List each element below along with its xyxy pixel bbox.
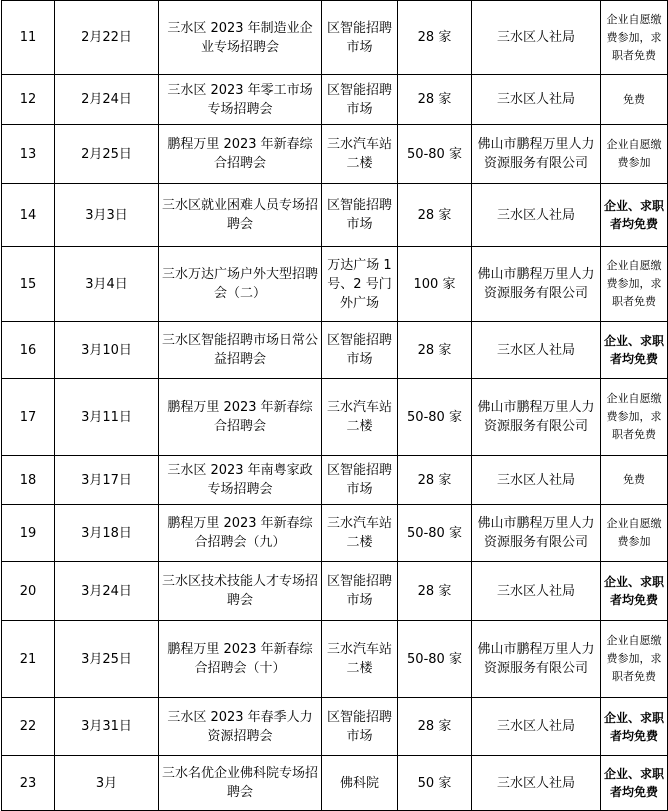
organizer: 三水区人社局 (472, 1, 601, 75)
row-number: 20 (2, 562, 55, 621)
row-number: 21 (2, 621, 55, 698)
event-date: 2月25日 (55, 125, 159, 184)
table-row (2, 698, 668, 756)
event-date: 3月24日 (55, 562, 159, 621)
fee-policy: 免费 (601, 75, 668, 125)
organizer: 佛山市鹏程万里人力资源服务有限公司 (472, 621, 601, 698)
row-number: 19 (2, 505, 55, 562)
fee-policy: 企业自愿缴费参加 (601, 505, 668, 562)
table-row (2, 456, 668, 505)
row-number: 14 (2, 184, 55, 247)
organizer: 佛山市鹏程万里人力资源服务有限公司 (472, 505, 601, 562)
organizer: 三水区人社局 (472, 562, 601, 621)
company-count: 28 家 (398, 456, 472, 505)
fee-policy: 企业自愿缴费参加，求职者免费 (601, 379, 668, 456)
row-number: 17 (2, 379, 55, 456)
organizer: 佛山市鹏程万里人力资源服务有限公司 (472, 379, 601, 456)
event-name: 三水区智能招聘市场日常公益招聘会 (159, 322, 322, 379)
event-date: 3月10日 (55, 322, 159, 379)
company-count: 100 家 (398, 247, 472, 322)
fee-policy: 企业、求职者均免费 (601, 184, 668, 247)
event-venue: 佛科院 (322, 756, 398, 811)
event-venue: 三水汽车站二楼 (322, 125, 398, 184)
row-number: 12 (2, 75, 55, 125)
event-date: 2月24日 (55, 75, 159, 125)
table-row (2, 379, 668, 456)
event-name: 三水区 2023 年南粤家政专场招聘会 (159, 456, 322, 505)
company-count: 50-80 家 (398, 125, 472, 184)
event-venue: 区智能招聘市场 (322, 698, 398, 756)
company-count: 50-80 家 (398, 621, 472, 698)
event-name: 三水区 2023 年零工市场专场招聘会 (159, 75, 322, 125)
fee-policy: 企业、求职者均免费 (601, 698, 668, 756)
event-venue: 三水汽车站二楼 (322, 505, 398, 562)
event-name: 三水名优企业佛科院专场招聘会 (159, 756, 322, 811)
fee-policy: 免费 (601, 456, 668, 505)
table-row (2, 562, 668, 621)
event-name: 鹏程万里 2023 年新春综合招聘会 (159, 125, 322, 184)
job-fair-schedule-table (1, 0, 668, 811)
organizer: 佛山市鹏程万里人力资源服务有限公司 (472, 247, 601, 322)
fee-policy: 企业自愿缴费参加，求职者免费 (601, 247, 668, 322)
event-date: 3月3日 (55, 184, 159, 247)
fee-policy: 企业、求职者均免费 (601, 562, 668, 621)
row-number: 18 (2, 456, 55, 505)
table-row (2, 505, 668, 562)
event-venue: 三水汽车站二楼 (322, 379, 398, 456)
event-venue: 区智能招聘市场 (322, 184, 398, 247)
event-date: 3月4日 (55, 247, 159, 322)
event-date: 3月 (55, 756, 159, 811)
event-name: 三水区就业困难人员专场招聘会 (159, 184, 322, 247)
organizer: 三水区人社局 (472, 456, 601, 505)
row-number: 13 (2, 125, 55, 184)
event-date: 3月25日 (55, 621, 159, 698)
company-count: 28 家 (398, 184, 472, 247)
company-count: 28 家 (398, 562, 472, 621)
organizer: 三水区人社局 (472, 184, 601, 247)
event-date: 3月31日 (55, 698, 159, 756)
fee-policy: 企业自愿缴费参加 (601, 125, 668, 184)
event-date: 3月18日 (55, 505, 159, 562)
event-venue: 区智能招聘市场 (322, 456, 398, 505)
event-venue: 区智能招聘市场 (322, 562, 398, 621)
event-name: 三水区 2023 年制造业企业专场招聘会 (159, 1, 322, 75)
event-venue: 区智能招聘市场 (322, 75, 398, 125)
fee-policy: 企业、求职者均免费 (601, 322, 668, 379)
table-row (2, 621, 668, 698)
company-count: 28 家 (398, 698, 472, 756)
company-count: 28 家 (398, 75, 472, 125)
fee-policy: 企业自愿缴费参加，求职者免费 (601, 1, 668, 75)
table-row (2, 322, 668, 379)
event-name: 三水区技术技能人才专场招聘会 (159, 562, 322, 621)
event-venue: 三水汽车站二楼 (322, 621, 398, 698)
company-count: 50-80 家 (398, 379, 472, 456)
organizer: 三水区人社局 (472, 698, 601, 756)
company-count: 28 家 (398, 1, 472, 75)
company-count: 28 家 (398, 322, 472, 379)
row-number: 23 (2, 756, 55, 811)
organizer: 三水区人社局 (472, 75, 601, 125)
organizer: 佛山市鹏程万里人力资源服务有限公司 (472, 125, 601, 184)
event-name: 三水区 2023 年春季人力资源招聘会 (159, 698, 322, 756)
company-count: 50-80 家 (398, 505, 472, 562)
table-row (2, 125, 668, 184)
event-date: 3月17日 (55, 456, 159, 505)
event-venue: 区智能招聘市场 (322, 322, 398, 379)
table-row (2, 75, 668, 125)
event-venue: 万达广场 1 号、2 号门外广场 (322, 247, 398, 322)
row-number: 16 (2, 322, 55, 379)
event-name: 鹏程万里 2023 年新春综合招聘会（九） (159, 505, 322, 562)
event-name: 鹏程万里 2023 年新春综合招聘会（十） (159, 621, 322, 698)
row-number: 11 (2, 1, 55, 75)
table-row (2, 184, 668, 247)
fee-policy: 企业自愿缴费参加，求职者免费 (601, 621, 668, 698)
event-date: 3月11日 (55, 379, 159, 456)
row-number: 15 (2, 247, 55, 322)
event-name: 三水万达广场户外大型招聘会（二） (159, 247, 322, 322)
organizer: 三水区人社局 (472, 322, 601, 379)
event-name: 鹏程万里 2023 年新春综合招聘会 (159, 379, 322, 456)
fee-policy: 企业、求职者均免费 (601, 756, 668, 811)
organizer: 三水区人社局 (472, 756, 601, 811)
table-row (2, 1, 668, 75)
event-venue: 区智能招聘市场 (322, 1, 398, 75)
row-number: 22 (2, 698, 55, 756)
table-body (2, 1, 668, 811)
table-row (2, 756, 668, 811)
company-count: 50 家 (398, 756, 472, 811)
event-date: 2月22日 (55, 1, 159, 75)
table-row (2, 247, 668, 322)
